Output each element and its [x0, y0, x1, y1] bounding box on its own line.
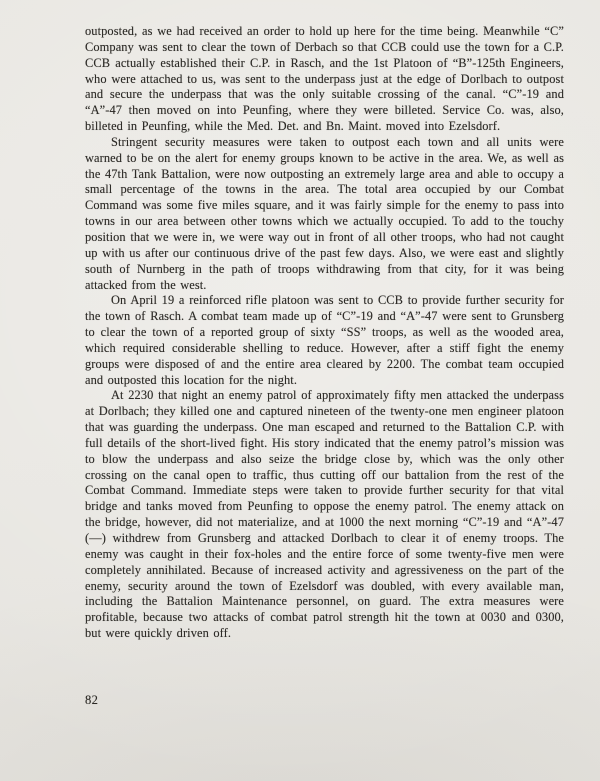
paragraph-2: Stringent security measures were taken to outpost each town and all units were warned to be on the alert for enemy groups known to be active in the area. We, as well as the 47th Tank Battalion, were now outposting an extremely large area and able to occupy a small percentage of the towns in the area. The total area occupied by our Combat Command was some five miles square, and it was fairly simple for the enemy to pass into towns in our area between other towns which we actually occupied. To add to the touchy position that we were in, we were way out in front of all other troops, who had not caught up with us after our continuous drive of the past few days. Also, we were east and slightly south of Nurnberg in the path of troops withdrawing from that city, for it was being attacked from the west.: [85, 134, 564, 292]
page-number: 82: [85, 693, 99, 707]
body-text: [85, 24, 564, 642]
paragraph-4: At 2230 that night an enemy patrol of approximately fifty men attacked the underpass at Dorlbach; they killed one and captured nineteen of the twenty-one men engineer platoon that was guarding the underpass. One man escaped and returned to the Battalion C.P. with full details of the short-lived fight. His story indicated that the enemy patrol’s mission was to blow the underpass and also seize the bridge close by, which was the only other crossing on the canal open to traffic, thus cutting off our battalion from the rest of the Combat Command. Immediate steps were taken to provide further security for that vital bridge and tanks moved from Peunfing to oppose the enemy patrol. The enemy attack on the bridge, however, did not materialize, and at 1000 the next morning “C”-19 and “A”-47 (—) withdrew from Grunsberg and attacked Dorlbach to clear it of enemy troops. The enemy was caught in their fox-holes and the entire force of some twenty-five men were completely annihilated. Because of increased activity and agressiveness on the part of the enemy, security around the town of Ezelsdorf was doubled, with every available man, including the Battalion Maintenance personnel, on guard. The extra measures were profitable, because two attacks of combat patrol strength hit the town at 0030 and 0300, but were quickly driven off.: [85, 388, 564, 641]
paragraph-1: outposted, as we had received an order to hold up here for the time being. Meanwhile “C” Company was sent to clear the town of Derbach so that CCB could use the town for a C.P. CCB actually established their C.P. in Rasch, and the 1st Platoon of “B”-125th Engineers, who were attached to us, was sent to the underpass just at the edge of Dorlbach to outpost and secure the underpass that was the only suitable crossing of the canal. “C”-19 and “A”-47 then moved on into Peunfing, where they were billeted. Service Co. was, also, billeted in Peunfing, while the Med. Det. and Bn. Maint. moved into Ezelsdorf.: [85, 24, 564, 134]
paragraph-3: On April 19 a reinforced rifle platoon was sent to CCB to provide further security for the town of Rasch. A combat team made up of “C”-19 and “A”-47 were sent to Grunsberg to clear the town of a reported group of sixty “SS” troops, as well as the wooded area, which required considerable shelling to reduce. However, after a stiff fight the enemy groups were disposed of and the entire area cleared by 2200. The combat team occupied and outposted this location for the night.: [85, 293, 564, 387]
